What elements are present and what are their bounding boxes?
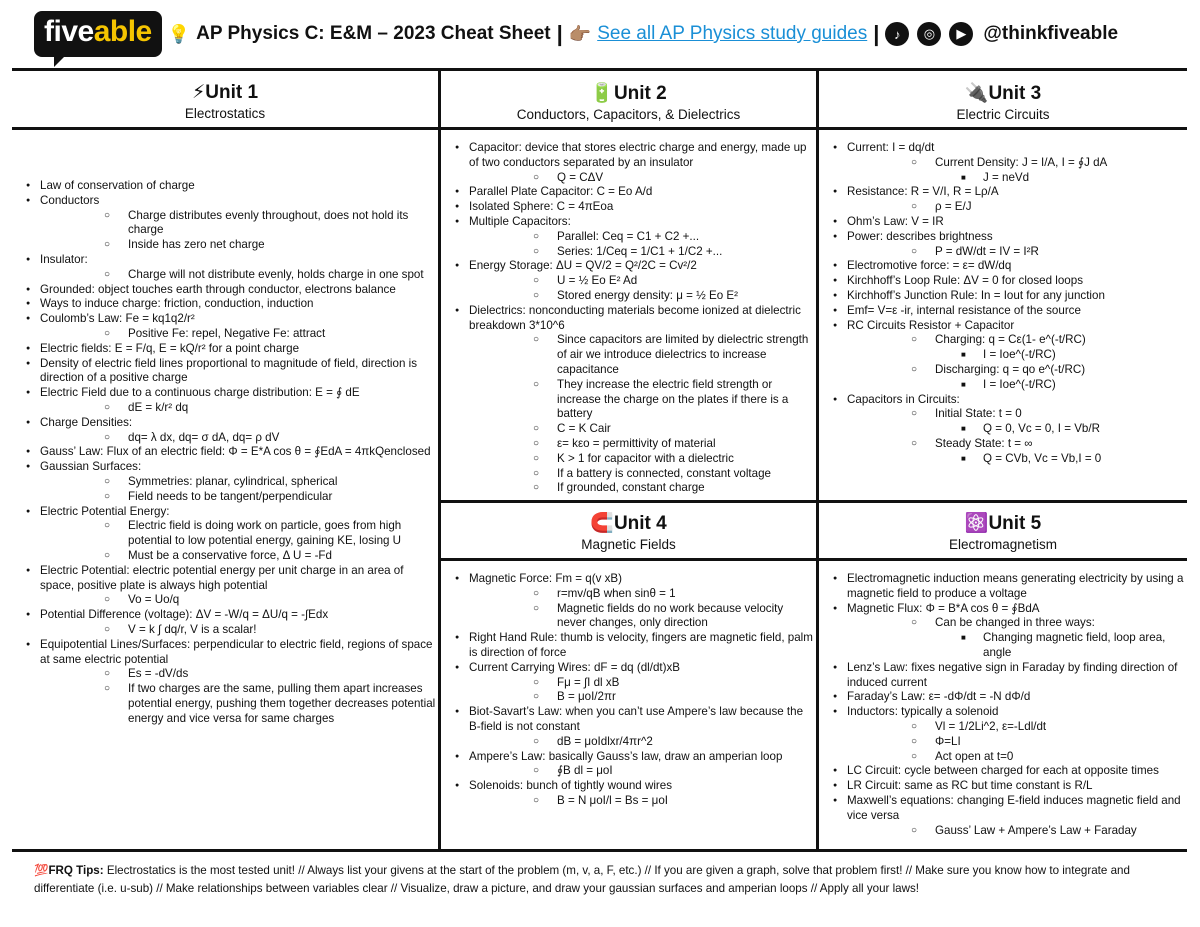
header-divider <box>12 127 1187 130</box>
unit-title: Unit 1 <box>205 82 259 103</box>
unit-title: Unit 5 <box>988 513 1042 534</box>
cheat-sheet-grid <box>12 68 1187 852</box>
unit-2-content <box>441 141 813 496</box>
list-item: ● Capacitor: device that stores electric charge and energy, made up of two conductors separated by an insulator <box>441 141 813 171</box>
list-item: ○ dB = μoIdlxr/4πr^2 <box>441 735 813 750</box>
list-item: ● Capacitors in Circuits: <box>819 393 1184 408</box>
list-item: ● Solenoids: bunch of tightly wound wires <box>441 779 813 794</box>
list-item: ○ ρ = E/J <box>819 200 1184 215</box>
list-item: ● Electric Field due to a continuous charge distribution: E = ∮ dE <box>12 386 436 401</box>
social-handle[interactable]: @thinkfiveable <box>983 23 1119 44</box>
list-item: ● Dielectrics: nonconducting materials become ionized at dielectric breakdown 3*10^6 <box>441 304 813 334</box>
list-item: ○ dq= λ dx, dq= σ dA, dq= ρ dV <box>12 431 436 446</box>
unit-subtitle: Electric Circuits <box>956 107 1050 122</box>
list-item: ■ I = Ioe^(-t/RC) <box>819 378 1184 393</box>
unit-5-header <box>819 511 1187 552</box>
list-item: ● Parallel Plate Capacitor: C = Eo A/d <box>441 185 813 200</box>
list-item: ○ Φ=LI <box>819 735 1184 750</box>
list-item: ● Law of conservation of charge <box>12 179 436 194</box>
list-item: ● Coulomb’s Law: Fe = kq1q2/r² <box>12 312 436 327</box>
list-item: ○ If grounded, constant charge <box>441 481 813 496</box>
list-item: ○ Can be changed in three ways: <box>819 616 1184 631</box>
list-item: ● Energy Storage: ΔU = QV/2 = Q²/2C = Cv²/2 <box>441 259 813 274</box>
list-item: ● Electromotive force: = ε= dW/dq <box>819 259 1184 274</box>
list-item: ● Kirchhoff’s Loop Rule: ΔV = 0 for closed loops <box>819 274 1184 289</box>
list-item: ● Maxwell’s equations: changing E-field induces magnetic field and vice versa <box>819 794 1184 824</box>
list-item: ● LC Circuit: cycle between charged for each at opposite times <box>819 764 1184 779</box>
list-item: ○ Symmetries: planar, cylindrical, spherical <box>12 475 436 490</box>
list-item: ● Emf= V=ε -ir, internal resistance of the source <box>819 304 1184 319</box>
list-item: ○ C = K Cair <box>441 422 813 437</box>
list-item: ● Resistance: R = V/I, R = Lρ/A <box>819 185 1184 200</box>
list-item: ● Lenz’s Law: fixes negative sign in Faraday by finding direction of induced current <box>819 661 1184 691</box>
logo-text: five <box>44 15 94 48</box>
unit-2-header <box>441 81 816 122</box>
frq-tips <box>34 862 1184 898</box>
list-item: ● Electromagnetic induction means generating electricity by using a magnetic field to produce a voltage <box>819 572 1184 602</box>
list-item: ● Inductors: typically a solenoid <box>819 705 1184 720</box>
unit-1-header <box>12 81 438 121</box>
unit-subtitle: Magnetic Fields <box>581 537 676 552</box>
list-item: ● Electric fields: E = F/q, E = kQ/r² for a point charge <box>12 342 436 357</box>
youtube-icon[interactable]: ▶ <box>949 22 973 46</box>
unit-3-header <box>819 81 1187 122</box>
frq-tips-label: FRQ Tips: <box>48 864 104 877</box>
list-item: ○ Must be a conservative force, Δ U = -Fd <box>12 549 436 564</box>
unit-title: Unit 4 <box>613 513 667 534</box>
list-item: ● Faraday’s Law: ε= -dΦ/dt = -N dΦ/d <box>819 690 1184 705</box>
list-item: ○ Field needs to be tangent/perpendicular <box>12 490 436 505</box>
list-item: ○ Electric field is doing work on particle, goes from high potential to low potential energy, gaining KE, losing U <box>12 519 436 549</box>
list-item: ● Isolated Sphere: C = 4πEoa <box>441 200 813 215</box>
list-item: ● Insulator: <box>12 253 436 268</box>
list-item: ○ Steady State: t = ∞ <box>819 437 1184 452</box>
divider: | <box>556 21 563 46</box>
unit-4-content <box>441 572 813 809</box>
list-item: ○ Charge distributes evenly throughout, does not hold its charge <box>12 209 436 239</box>
header <box>34 6 1184 62</box>
list-item: ■ J = neVd <box>819 171 1184 186</box>
list-item: ● Charge Densities: <box>12 416 436 431</box>
fiveable-logo[interactable] <box>34 11 162 57</box>
list-item: ○ P = dW/dt = IV = I²R <box>819 245 1184 260</box>
list-item: ○ Since capacitors are limited by dielectric strength of air we introduce dielectrics to increase capacitance <box>441 333 813 377</box>
page-title: AP Physics C: E&M – 2023 Cheat Sheet <box>196 23 551 44</box>
lightbulb-icon: 💡 <box>167 23 191 44</box>
list-item: ● Conductors <box>12 194 436 209</box>
list-item: ● Multiple Capacitors: <box>441 215 813 230</box>
list-item: ● Gaussian Surfaces: <box>12 460 436 475</box>
list-item: ○ Initial State: t = 0 <box>819 407 1184 422</box>
list-item: ○ Series: 1/Ceq = 1/C1 + 1/C2 +... <box>441 245 813 260</box>
list-item: ○ Charging: q = Cε(1- e^(-t/RC) <box>819 333 1184 348</box>
logo-text-highlight: able <box>93 15 152 48</box>
plug-icon: 🔌 <box>964 83 989 104</box>
list-item: ● Equipotential Lines/Surfaces: perpendicular to electric field, regions of space at same electric potential <box>12 638 436 668</box>
unit-5-content <box>819 572 1184 838</box>
list-item: ○ r=mv/qB when sinθ = 1 <box>441 587 813 602</box>
list-item: ● Grounded: object touches earth through conductor, electrons balance <box>12 283 436 298</box>
battery-icon: 🔋 <box>590 83 614 104</box>
study-guides-link[interactable]: See all AP Physics study guides <box>597 23 868 44</box>
atom-icon: ⚛️ <box>964 513 989 534</box>
list-item: ● Current: I = dq/dt <box>819 141 1184 156</box>
unit-3-content <box>819 141 1184 467</box>
list-item: ○ dE = k/r² dq <box>12 401 436 416</box>
list-item: ● Electric Potential Energy: <box>12 505 436 520</box>
list-item: ■ I = Ioe^(-t/RC) <box>819 348 1184 363</box>
list-item: ○ Vl = 1/2Li^2, ε=-Ldl/dt <box>819 720 1184 735</box>
list-item: ● Ampere’s Law: basically Gauss’s law, draw an amperian loop <box>441 750 813 765</box>
list-item: ● Biot-Savart’s Law: when you can’t use Ampere’s law because the B-field is not constant <box>441 705 813 735</box>
list-item: ○ They increase the electric field strength or increase the charge on the plates if there is a battery <box>441 378 813 422</box>
list-item: ● Potential Difference (voltage): ΔV = -W/q = ΔU/q = -∫Edx <box>12 608 436 623</box>
list-item: ○ B = μoI/2πr <box>441 690 813 705</box>
instagram-icon[interactable]: ◎ <box>917 22 941 46</box>
unit-1-content <box>12 179 436 726</box>
list-item: ○ K > 1 for capacitor with a dielectric <box>441 452 813 467</box>
list-item: ○ Discharging: q = qo e^(-t/RC) <box>819 363 1184 378</box>
list-item: ○ Positive Fe: repel, Negative Fe: attract <box>12 327 436 342</box>
row-divider-bottom <box>438 558 1187 561</box>
list-item: ● Kirchhoff’s Junction Rule: In = Iout for any junction <box>819 289 1184 304</box>
list-item: ● RC Circuits Resistor + Capacitor <box>819 319 1184 334</box>
list-item: ● Gauss’ Law: Flux of an electric field: Φ = E*A cos θ = ∮EdA = 4πkQenclosed <box>12 445 436 460</box>
row-divider-top <box>438 500 1187 503</box>
list-item: ● Power: describes brightness <box>819 230 1184 245</box>
list-item: ■ Changing magnetic field, loop area, angle <box>819 631 1184 661</box>
list-item: ● Electric Potential: electric potential energy per unit charge in an area of space, positive plate is always high potential <box>12 564 436 594</box>
list-item: ○ Magnetic fields do no work because velocity never changes, only direction <box>441 602 813 632</box>
list-item: ● Ohm’s Law: V = IR <box>819 215 1184 230</box>
list-item: ● Ways to induce charge: friction, conduction, induction <box>12 297 436 312</box>
divider: | <box>873 21 880 46</box>
list-item: ○ V = k ∫ dq/r, V is a scalar! <box>12 623 436 638</box>
list-item: ○ ∮B dl = μoI <box>441 764 813 779</box>
list-item: ■ Q = 0, Vc = 0, I = Vb/R <box>819 422 1184 437</box>
list-item: ● Density of electric field lines proportional to magnitude of field, direction is direction of a positive charge <box>12 357 436 387</box>
list-item: ○ Q = CΔV <box>441 171 813 186</box>
unit-subtitle: Electromagnetism <box>948 537 1058 552</box>
list-item: ○ ε= kεo = permittivity of material <box>441 437 813 452</box>
list-item: ● Right Hand Rule: thumb is velocity, fingers are magnetic field, palm is direction of force <box>441 631 813 661</box>
list-item: ○ Charge will not distribute evenly, holds charge in one spot <box>12 268 436 283</box>
unit-title: Unit 3 <box>988 83 1042 104</box>
list-item: ○ Stored energy density: μ = ½ Eo E² <box>441 289 813 304</box>
list-item: ○ If two charges are the same, pulling them apart increases potential energy, pushing them together decreases potential energy and vice versa for same charges <box>12 682 436 726</box>
hundred-icon: 💯 <box>34 864 49 877</box>
unit-subtitle: Conductors, Capacitors, & Dielectrics <box>516 107 741 122</box>
list-item: ○ Act open at t=0 <box>819 750 1184 765</box>
list-item: ○ Current Density: J = I/A, I = ∮J dA <box>819 156 1184 171</box>
list-item: ● Magnetic Force: Fm = q(v xB) <box>441 572 813 587</box>
unit-subtitle: Electrostatics <box>184 106 266 121</box>
list-item: ● Current Carrying Wires: dF = dq (dl/dt)xB <box>441 661 813 676</box>
list-item: ○ If a battery is connected, constant voltage <box>441 467 813 482</box>
list-item: ○ B = N μoI/l = Bs = μoI <box>441 794 813 809</box>
list-item: ○ Gauss’ Law + Ampere’s Law + Faraday <box>819 824 1184 839</box>
magnet-icon: 🧲 <box>590 513 614 534</box>
frq-tips-text: Electrostatics is the most tested unit! // Always list your givens at the start of the problem (m, v, a, F, etc.) // If you are given a graph, solve that problem first! // Make sure you know how to integrate and differentiate (i.e. u-sub) // Make relationships between variables clear // Visualize, draw a picture, and draw your gaussian surfaces and amperian loops // Apply all your laws! <box>34 864 1130 895</box>
list-item: ○ Es = -dV/ds <box>12 667 436 682</box>
list-item: ● LR Circuit: same as RC but time constant is R/L <box>819 779 1184 794</box>
list-item: ■ Q = CVb, Vc = Vb,I = 0 <box>819 452 1184 467</box>
pointing-hand-icon: 👉🏽 <box>568 23 592 44</box>
unit-4-header <box>441 511 816 552</box>
list-item: ○ Parallel: Ceq = C1 + C2 +... <box>441 230 813 245</box>
list-item: ○ Fμ = ∫I dl xB <box>441 676 813 691</box>
list-item: ○ U = ½ Eo E² Ad <box>441 274 813 289</box>
list-item: ○ Vo = Uo/q <box>12 593 436 608</box>
unit-title: Unit 2 <box>613 83 667 104</box>
list-item: ● Magnetic Flux: Φ = B*A cos θ = ∮BdA <box>819 602 1184 617</box>
tiktok-icon[interactable]: ♪ <box>885 22 909 46</box>
list-item: ○ Inside has zero net charge <box>12 238 436 253</box>
lightning-icon: ⚡ <box>191 82 206 103</box>
